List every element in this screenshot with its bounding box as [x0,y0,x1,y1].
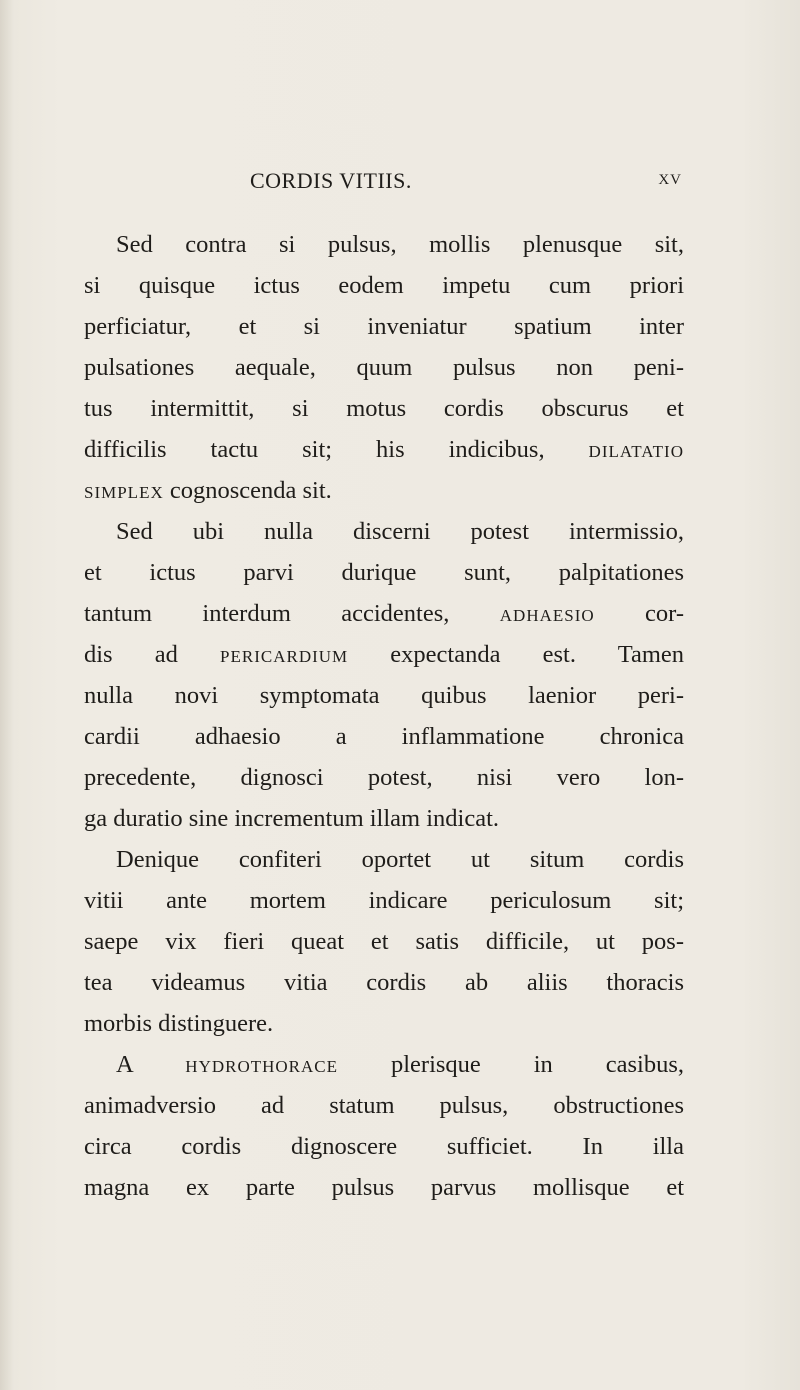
text-line: Denique confiteri oportet ut situm cordis [116,846,684,873]
text-line: Sed ubi nulla discerni potest intermissio, [116,518,684,545]
text-line: A hydrothorace plerisque in casibus, [116,1051,684,1078]
text-line: difficilis tactu sit; his indicibus, dilatatio [84,436,684,463]
small-caps-term: adhaesio [499,600,595,627]
text-line: tantum interdum accidentes, adhaesio cor- [84,600,684,627]
text-line: saepe vix fieri queat et satis difficile, ut pos- [84,928,684,955]
text-line: vitii ante mortem indicare periculosum sit; [84,887,684,914]
small-caps-term: hydrothorace [185,1051,339,1078]
small-caps-term: pericardium [220,641,349,668]
text-line: cardii adhaesio a inflammatione chronica [84,723,684,750]
text-line: precedente, dignosci potest, nisi vero lon- [84,764,684,791]
running-head [250,168,682,196]
small-caps-term: simplex [84,477,164,504]
text-line: ga duratio sine incrementum illam indicat. [84,805,500,832]
text-line: magna ex parte pulsus parvus mollisque et [84,1174,684,1201]
text-line: pulsationes aequale, quum pulsus non peni- [84,354,684,381]
page-number: XV [658,172,682,188]
text-line: tea videamus vitia cordis ab aliis thoracis [84,969,684,996]
text-line: et ictus parvi durique sunt, palpitationes [84,559,684,586]
text-line: animadversio ad statum pulsus, obstructiones [84,1092,684,1119]
text-line: circa cordis dignoscere sufficiet. In illa [84,1133,684,1160]
text-line: dis ad pericardium expectanda est. Tamen [84,641,685,668]
text-line: morbis distinguere. [84,1010,274,1037]
text-line: perficiatur, et si inveniatur spatium inter [84,313,684,340]
text-line: si quisque ictus eodem impetu cum priori [84,272,684,299]
text-line: nulla novi symptomata quibus laenior peri- [84,682,684,709]
small-caps-term: dilatatio [588,436,684,463]
text-line: simplex cognoscenda sit. [84,477,332,504]
running-head-title: CORDIS VITIIS. [250,168,412,193]
text-line: tus intermittit, si motus cordis obscurus et [84,395,684,422]
text-line: Sed contra si pulsus, mollis plenusque sit, [116,231,684,258]
body-text [84,224,684,1208]
